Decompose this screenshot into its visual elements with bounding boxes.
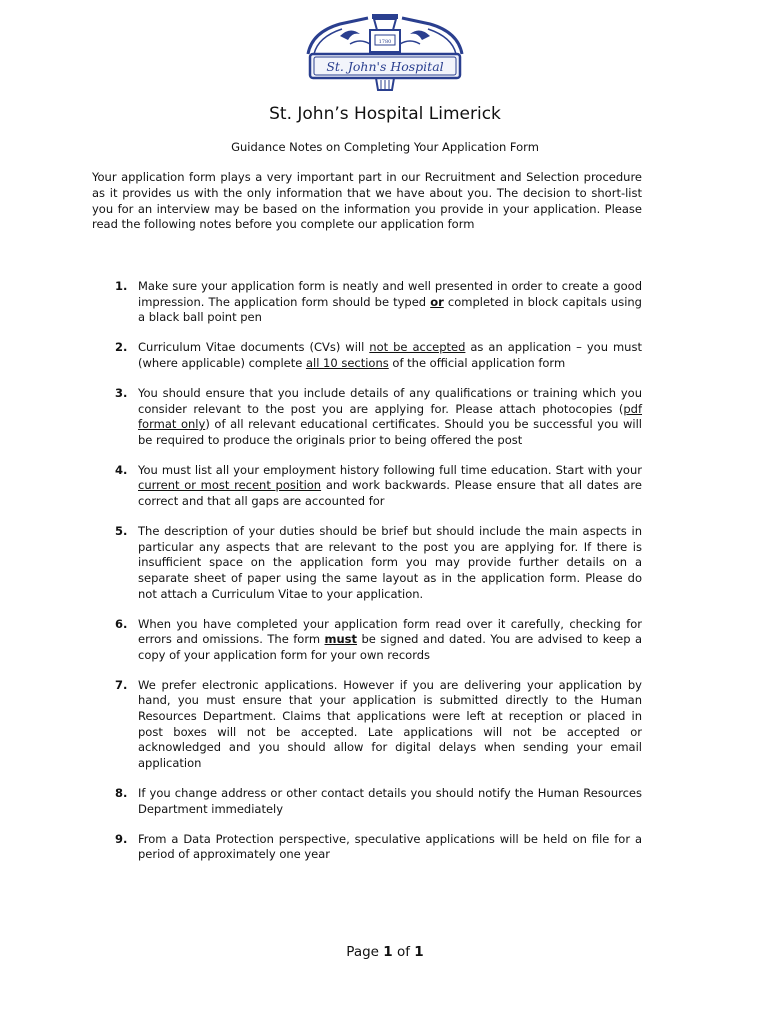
list-item (92, 678, 642, 772)
item-text: We prefer electronic applications. However if you are delivering your application by hand, you must ensure that your application is submitted directly to the Human Resources Department. Claims that applications were left at reception or placed in post boxes will not be accepted. Late applications will not be accepted or acknowledged and you should allow for digital delays when sending your email application (138, 677, 642, 770)
list-item (92, 524, 642, 602)
item-text: From a Data Protection perspective, speculative applications will be held on file for a period of approximately one year (138, 831, 642, 862)
guidance-list (92, 279, 642, 877)
item-number: 5. (115, 524, 128, 539)
emphasis-text: not be accepted (369, 340, 466, 355)
item-text: If you change address or other contact details you should notify the Human Resources Department immediately (138, 785, 642, 816)
item-text: and work backwards. Please ensure that all dates are correct and that all gaps are accounted for (138, 478, 642, 509)
document-subtitle: Guidance Notes on Completing Your Application Form (231, 140, 539, 154)
list-item (92, 786, 642, 817)
item-text: ) of all relevant educational certificates. Should you be successful you will be required to produce the originals prior to being offered the post (138, 417, 643, 447)
logo-name: St. John's Hospital (326, 59, 444, 74)
list-item (92, 617, 642, 664)
item-number: 7. (115, 677, 128, 692)
list-item (92, 340, 642, 371)
emphasis-text: must (324, 632, 358, 647)
item-number: 4. (115, 462, 128, 477)
emphasis-text: all 10 sections (305, 355, 389, 370)
emphasis-text: or (430, 294, 444, 309)
list-item (92, 386, 642, 448)
item-text: You must list all your employment history following full time education. Start with your (138, 462, 642, 477)
item-text: Make sure your application form is neatly and well presented in order to create a good impression. The application form should be typed (138, 279, 642, 309)
emphasis-text: pdf format only (138, 401, 642, 432)
item-text: When you have completed your application form read over it carefully, checking for errors and omissions. The form (138, 616, 642, 647)
page-total: 1 (414, 944, 424, 960)
list-item (92, 463, 642, 510)
item-text: The description of your duties should be brief but should include the main aspects in particular any aspects that are relevant to the post you are applying for. If there is insufficient space on the application form you may provide further details on a separate sheet of paper using the same layout as in the application form. Please do not attach a Curriculum Vitae to your application. (138, 524, 642, 601)
emphasis-text: current or most recent position (138, 478, 322, 493)
item-number: 3. (115, 385, 128, 400)
item-number: 1. (115, 279, 128, 293)
page-of-label: of (396, 944, 410, 960)
item-text: You should ensure that you include details of any qualifications or training which you consider relevant to the post you are applying for. Please attach photocopies ( (138, 385, 642, 416)
item-text: completed in block capitals using a black ball point pen (138, 294, 642, 325)
item-text: Curriculum Vitae documents (CVs) will (138, 340, 370, 355)
item-number: 9. (115, 831, 128, 846)
item-number: 6. (115, 616, 128, 631)
list-item (92, 279, 642, 326)
item-number: 2. (115, 340, 128, 355)
page-number: 1 (383, 944, 393, 960)
item-text: be signed and dated. You are advised to keep a copy of your application form for your own records (138, 632, 643, 662)
page-footer (0, 944, 770, 960)
hospital-logo (300, 10, 470, 92)
item-text: as an application – you must (where applicable) complete (138, 340, 642, 370)
logo-year: 1780 (378, 39, 392, 45)
item-text: of the official application form (388, 355, 566, 370)
document-title: St. John’s Hospital Limerick (269, 104, 501, 124)
list-item (92, 832, 642, 863)
intro-paragraph: Your application form plays a very important part in our Recruitment and Selection procedure as it provides us with the only information that we have about you. The decision to short-list you for an interview may be based on the information you provide in your application. Please read the following notes before you complete our application form (92, 170, 642, 232)
page-label: Page (346, 944, 379, 960)
item-number: 8. (115, 785, 128, 800)
